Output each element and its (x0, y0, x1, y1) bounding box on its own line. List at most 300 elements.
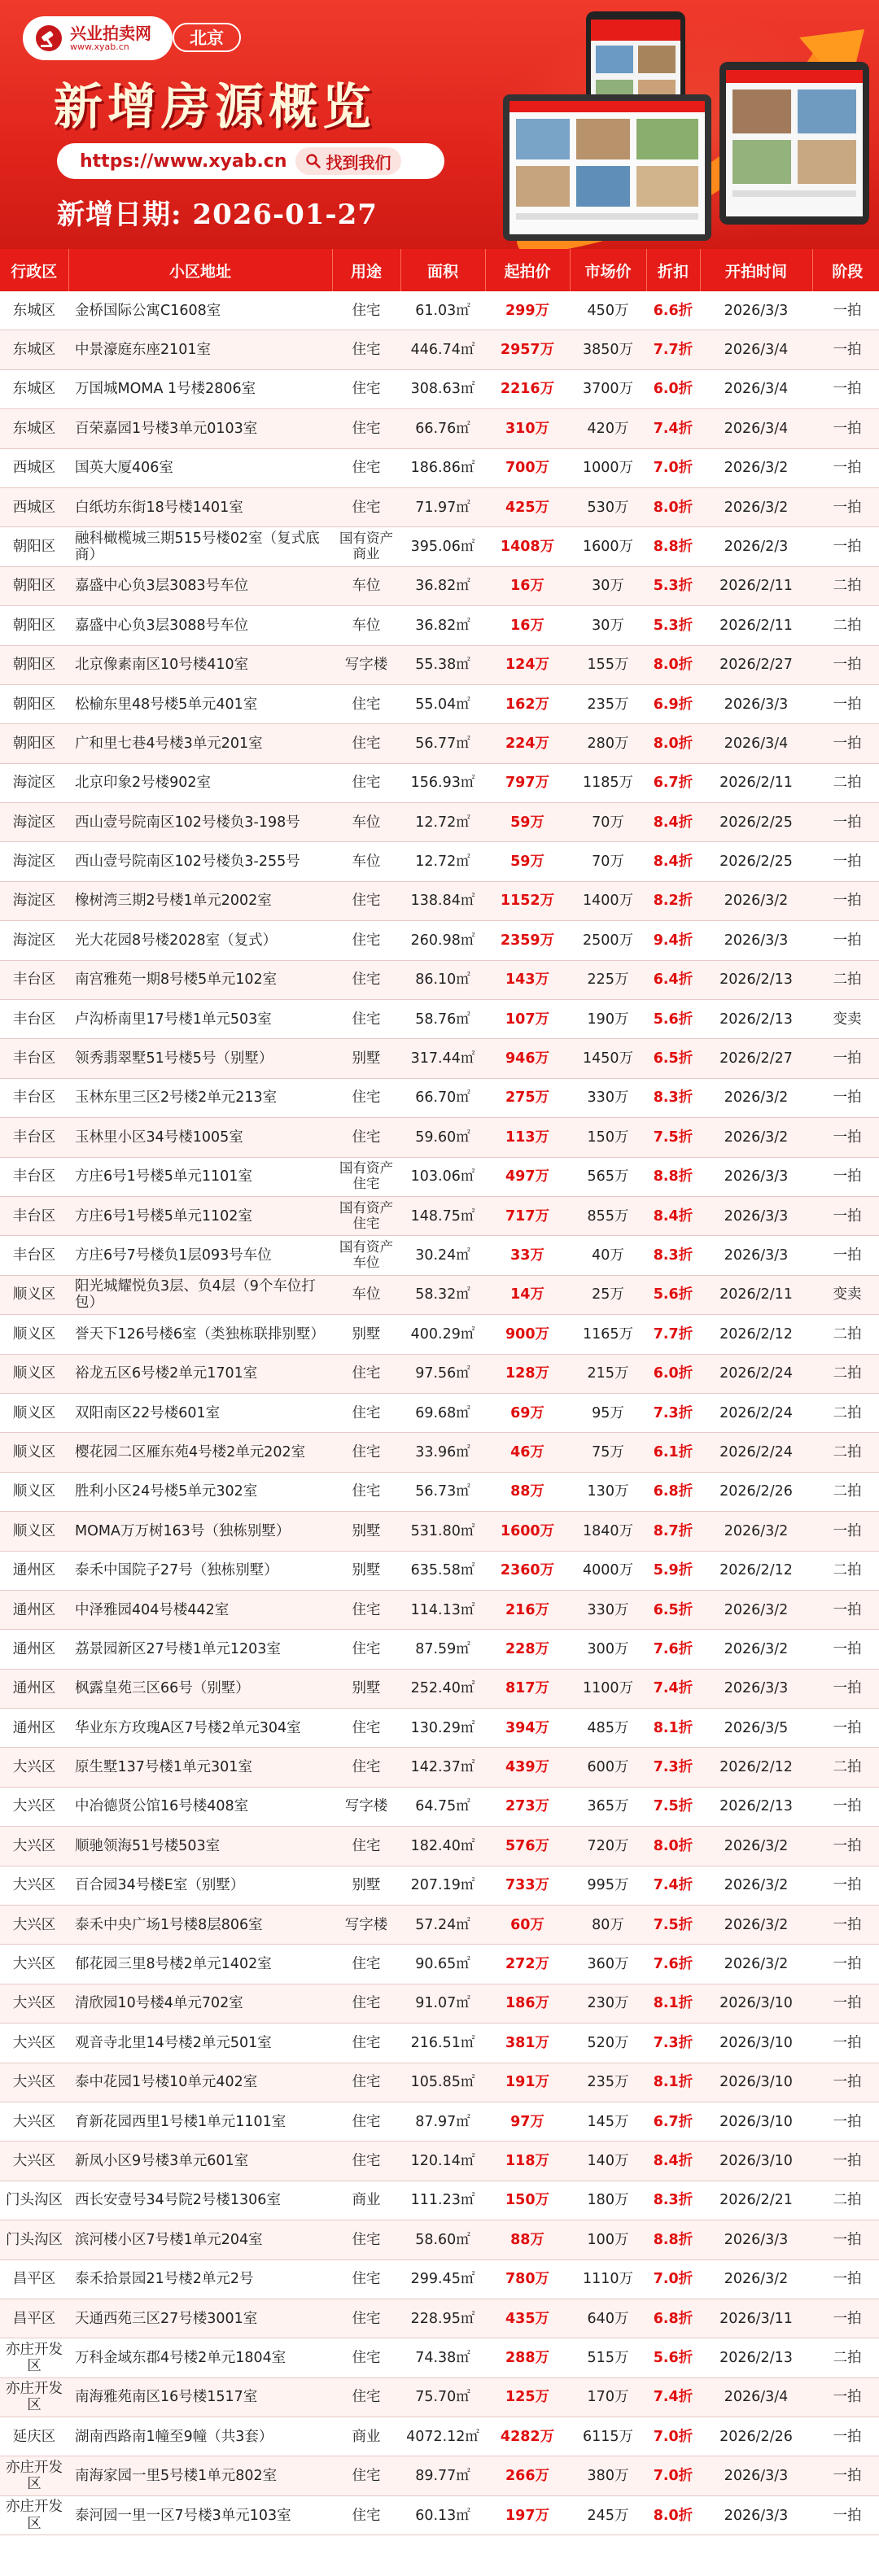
table-row[interactable] (0, 1039, 879, 1078)
table-row[interactable] (0, 1787, 879, 1826)
cell-start-time: 2026/2/12 (700, 1551, 812, 1590)
cell-area: 138.84㎡ (400, 881, 485, 920)
cell-district: 通州区 (0, 1630, 68, 1669)
table-row[interactable] (0, 369, 879, 408)
cell-usage: 住宅 (332, 1827, 400, 1866)
cell-market-price: 25万 (570, 1275, 646, 1314)
cell-discount: 7.3折 (646, 1393, 700, 1432)
table-row[interactable] (0, 1236, 879, 1275)
cell-stage: 一拍 (812, 684, 879, 723)
cell-start-price: 107万 (485, 1000, 570, 1039)
logo-gavel-icon (33, 22, 65, 55)
table-row[interactable] (0, 921, 879, 960)
cell-start-price: 700万 (485, 448, 570, 487)
cell-address: 方庄6号7号楼负1层093号车位 (68, 1236, 332, 1275)
cell-market-price: 1840万 (570, 1512, 646, 1551)
cell-usage: 别墅 (332, 1669, 400, 1708)
cell-discount: 7.4折 (646, 409, 700, 448)
cell-discount: 6.5折 (646, 1039, 700, 1078)
cell-area: 142.37㎡ (400, 1748, 485, 1787)
cell-district: 大兴区 (0, 2142, 68, 2181)
cell-usage: 住宅 (332, 2299, 400, 2338)
table-row[interactable] (0, 1512, 879, 1551)
cell-start-time: 2026/2/21 (700, 2181, 812, 2220)
table-row[interactable] (0, 1748, 879, 1787)
table-row[interactable] (0, 2024, 879, 2063)
cell-area: 207.19㎡ (400, 1866, 485, 1905)
table-row[interactable] (0, 2417, 879, 2456)
header-discount[interactable]: 折扣 (646, 249, 700, 291)
cell-discount: 8.1折 (646, 1984, 700, 2023)
table-row[interactable] (0, 2299, 879, 2338)
table-row[interactable] (0, 1275, 879, 1314)
cell-discount: 7.7折 (646, 1315, 700, 1354)
cell-area: 252.40㎡ (400, 1669, 485, 1708)
cell-stage: 一拍 (812, 448, 879, 487)
cell-start-price: 299万 (485, 291, 570, 330)
cell-discount: 8.8折 (646, 2220, 700, 2259)
cell-usage: 别墅 (332, 1866, 400, 1905)
cell-address: 观音寺北里14号楼2单元501室 (68, 2024, 332, 2063)
table-row[interactable] (0, 645, 879, 684)
cell-discount: 7.3折 (646, 2024, 700, 2063)
table-row[interactable] (0, 1945, 879, 1984)
cell-district: 亦庄开发区 (0, 2495, 68, 2535)
cell-market-price: 565万 (570, 1157, 646, 1196)
cell-market-price: 3700万 (570, 369, 646, 408)
cell-area: 97.56㎡ (400, 1354, 485, 1393)
cell-discount: 5.9折 (646, 1551, 700, 1590)
table-row[interactable] (0, 1669, 879, 1708)
cell-stage: 一拍 (812, 921, 879, 960)
table-row[interactable] (0, 1157, 879, 1196)
cell-start-price: 88万 (485, 2220, 570, 2259)
table-row[interactable] (0, 684, 879, 723)
cell-market-price: 6115万 (570, 2417, 646, 2456)
table-row[interactable] (0, 1000, 879, 1039)
table-row[interactable] (0, 2063, 879, 2102)
cell-area: 55.04㎡ (400, 684, 485, 723)
cell-market-price: 190万 (570, 1000, 646, 1039)
cell-stage: 二拍 (812, 763, 879, 802)
cell-start-price: 162万 (485, 684, 570, 723)
cell-start-price: 275万 (485, 1078, 570, 1117)
cell-address: 原生墅137号楼1单元301室 (68, 1748, 332, 1787)
cell-area: 58.32㎡ (400, 1275, 485, 1314)
cell-area: 56.73㎡ (400, 1472, 485, 1511)
cell-market-price: 30万 (570, 606, 646, 645)
cell-district: 西城区 (0, 487, 68, 526)
cell-start-time: 2026/2/11 (700, 763, 812, 802)
cell-address: 橡树湾三期2号楼1单元2002室 (68, 881, 332, 920)
cell-market-price: 360万 (570, 1945, 646, 1984)
cell-usage: 住宅 (332, 409, 400, 448)
website-url[interactable]: https://www.xyab.cn (80, 151, 287, 172)
table-row[interactable] (0, 1354, 879, 1393)
cell-start-time: 2026/2/3 (700, 527, 812, 566)
cell-discount: 7.3折 (646, 1748, 700, 1787)
cell-district: 顺义区 (0, 1393, 68, 1432)
cell-district: 通州区 (0, 1551, 68, 1590)
cell-stage: 二拍 (812, 1433, 879, 1472)
table-row[interactable] (0, 2338, 879, 2377)
cell-market-price: 1110万 (570, 2259, 646, 2299)
table-row[interactable] (0, 1551, 879, 1590)
cell-stage: 一拍 (812, 487, 879, 526)
cell-address: 北京像素南区10号楼410室 (68, 645, 332, 684)
table-row[interactable] (0, 1393, 879, 1432)
cell-stage: 一拍 (812, 330, 879, 369)
cell-start-price: 150万 (485, 2181, 570, 2220)
cell-area: 400.29㎡ (400, 1315, 485, 1354)
cell-area: 64.75㎡ (400, 1787, 485, 1826)
cell-discount: 5.6折 (646, 1000, 700, 1039)
cell-usage: 写字楼 (332, 645, 400, 684)
cell-market-price: 485万 (570, 1709, 646, 1748)
cell-discount: 7.5折 (646, 1118, 700, 1157)
cell-start-time: 2026/3/10 (700, 2142, 812, 2181)
header-address[interactable]: 小区地址 (68, 249, 332, 291)
cell-start-time: 2026/2/12 (700, 1315, 812, 1354)
table-row[interactable] (0, 330, 879, 369)
table-row[interactable] (0, 566, 879, 605)
header-usage[interactable]: 用途 (332, 249, 400, 291)
cell-area: 317.44㎡ (400, 1039, 485, 1078)
cell-usage: 住宅 (332, 1393, 400, 1432)
cell-stage: 一拍 (812, 527, 879, 566)
cell-area: 66.70㎡ (400, 1078, 485, 1117)
header-start-time[interactable]: 开拍时间 (700, 249, 812, 291)
cell-stage: 二拍 (812, 1354, 879, 1393)
cell-discount: 8.4折 (646, 803, 700, 842)
cell-stage: 一拍 (812, 1196, 879, 1235)
cell-discount: 5.6折 (646, 1275, 700, 1314)
cell-area: 182.40㎡ (400, 1827, 485, 1866)
table-row[interactable] (0, 1827, 879, 1866)
cell-area: 58.76㎡ (400, 1000, 485, 1039)
cell-district: 丰台区 (0, 1196, 68, 1235)
cell-district: 顺义区 (0, 1354, 68, 1393)
header-area[interactable]: 面积 (400, 249, 485, 291)
cell-district: 大兴区 (0, 1827, 68, 1866)
cell-start-time: 2026/2/13 (700, 960, 812, 999)
cell-address: 顺驰领海51号楼503室 (68, 1827, 332, 1866)
cell-address: 嘉盛中心负3层3088号车位 (68, 606, 332, 645)
table-row[interactable] (0, 606, 879, 645)
cell-start-price: 88万 (485, 1472, 570, 1511)
header-start-price[interactable]: 起拍价 (485, 249, 570, 291)
table-row[interactable] (0, 1196, 879, 1235)
table-row[interactable] (0, 1709, 879, 1748)
cell-stage: 一拍 (812, 1118, 879, 1157)
table-row[interactable] (0, 1590, 879, 1629)
cell-start-time: 2026/3/2 (700, 1590, 812, 1629)
cell-area: 86.10㎡ (400, 960, 485, 999)
cell-start-time: 2026/3/2 (700, 448, 812, 487)
table-row[interactable] (0, 448, 879, 487)
cell-stage: 一拍 (812, 291, 879, 330)
cell-district: 朝阳区 (0, 724, 68, 763)
cell-start-price: 1408万 (485, 527, 570, 566)
cell-area: 446.74㎡ (400, 330, 485, 369)
header-district[interactable]: 行政区 (0, 249, 68, 291)
cell-district: 昌平区 (0, 2259, 68, 2299)
cell-start-price: 900万 (485, 1315, 570, 1354)
cell-usage: 住宅 (332, 2338, 400, 2377)
cell-area: 89.77㎡ (400, 2456, 485, 2495)
cell-discount: 8.4折 (646, 1196, 700, 1235)
table-row[interactable] (0, 842, 879, 881)
table-row[interactable] (0, 487, 879, 526)
cell-start-price: 186万 (485, 1984, 570, 2023)
cell-district: 大兴区 (0, 1866, 68, 1905)
cell-address: 光大花园8号楼2028室（复式） (68, 921, 332, 960)
cell-start-time: 2026/3/2 (700, 1630, 812, 1669)
cell-start-time: 2026/2/11 (700, 606, 812, 645)
cell-discount: 6.8折 (646, 2299, 700, 2338)
cell-usage: 写字楼 (332, 1787, 400, 1826)
cell-start-price: 946万 (485, 1039, 570, 1078)
cell-address: 西山壹号院南区102号楼负3-255号 (68, 842, 332, 881)
cell-market-price: 70万 (570, 842, 646, 881)
cell-district: 丰台区 (0, 960, 68, 999)
table-row[interactable] (0, 2259, 879, 2299)
cell-market-price: 2500万 (570, 921, 646, 960)
cell-area: 216.51㎡ (400, 2024, 485, 2063)
table-row[interactable] (0, 2377, 879, 2417)
cell-area: 30.24㎡ (400, 1236, 485, 1275)
cell-market-price: 1400万 (570, 881, 646, 920)
cell-market-price: 530万 (570, 487, 646, 526)
cell-start-time: 2026/3/2 (700, 1512, 812, 1551)
table-row[interactable] (0, 763, 879, 802)
table-row[interactable] (0, 1118, 879, 1157)
cell-stage: 一拍 (812, 842, 879, 881)
cell-market-price: 1450万 (570, 1039, 646, 1078)
cell-discount: 8.7折 (646, 1512, 700, 1551)
table-row[interactable] (0, 1906, 879, 1945)
cell-discount: 7.5折 (646, 1787, 700, 1826)
cell-start-price: 14万 (485, 1275, 570, 1314)
table-row[interactable] (0, 960, 879, 999)
cell-market-price: 75万 (570, 1433, 646, 1472)
cell-address: 松榆东里48号楼5单元401室 (68, 684, 332, 723)
cell-discount: 6.7折 (646, 763, 700, 802)
cell-start-time: 2026/3/11 (700, 2299, 812, 2338)
cell-area: 33.96㎡ (400, 1433, 485, 1472)
cell-area: 260.98㎡ (400, 921, 485, 960)
cell-district: 顺义区 (0, 1275, 68, 1314)
cell-usage: 住宅 (332, 330, 400, 369)
cell-market-price: 235万 (570, 2063, 646, 2102)
cell-area: 58.60㎡ (400, 2220, 485, 2259)
cell-market-price: 30万 (570, 566, 646, 605)
table-row[interactable] (0, 1984, 879, 2023)
table-row[interactable] (0, 1472, 879, 1511)
cell-usage: 住宅 (332, 2495, 400, 2535)
table-row[interactable] (0, 2142, 879, 2181)
cell-area: 75.70㎡ (400, 2377, 485, 2417)
cell-usage: 国有资产车位 (332, 1236, 400, 1275)
cell-area: 308.63㎡ (400, 369, 485, 408)
cell-usage: 写字楼 (332, 1906, 400, 1945)
table-row[interactable] (0, 881, 879, 920)
cell-address: 中景濠庭东座2101室 (68, 330, 332, 369)
cell-area: 61.03㎡ (400, 291, 485, 330)
cell-stage: 一拍 (812, 2456, 879, 2495)
cell-start-time: 2026/3/4 (700, 330, 812, 369)
cell-usage: 国有资产住宅 (332, 1196, 400, 1235)
cell-start-price: 576万 (485, 1827, 570, 1866)
table-row[interactable] (0, 1078, 879, 1117)
cell-district: 丰台区 (0, 1078, 68, 1117)
page-title: 新增房源概览 (54, 79, 376, 136)
table-row[interactable] (0, 1866, 879, 1905)
cell-usage: 车位 (332, 842, 400, 881)
table-row[interactable] (0, 1630, 879, 1669)
cell-start-price: 497万 (485, 1157, 570, 1196)
cell-start-price: 2957万 (485, 330, 570, 369)
cell-discount: 8.0折 (646, 2495, 700, 2535)
cell-discount: 7.4折 (646, 2377, 700, 2417)
brand-logo[interactable] (23, 16, 173, 60)
cell-start-time: 2026/2/13 (700, 1000, 812, 1039)
cell-stage: 一拍 (812, 645, 879, 684)
brand-name: 兴业拍卖网 (70, 23, 151, 43)
cell-district: 东城区 (0, 409, 68, 448)
cell-area: 60.13㎡ (400, 2495, 485, 2535)
cell-area: 186.86㎡ (400, 448, 485, 487)
cell-stage: 一拍 (812, 2259, 879, 2299)
cell-start-price: 817万 (485, 1669, 570, 1708)
table-row[interactable] (0, 1433, 879, 1472)
cell-stage: 一拍 (812, 1906, 879, 1945)
table-row[interactable] (0, 803, 879, 842)
cell-start-price: 780万 (485, 2259, 570, 2299)
table-row[interactable] (0, 291, 879, 330)
header-stage[interactable]: 阶段 (812, 249, 879, 291)
cell-stage: 一拍 (812, 1669, 879, 1708)
cell-address: 南海家园一里5号楼1单元802室 (68, 2456, 332, 2495)
city-tag[interactable]: 北京 (173, 23, 241, 52)
cell-start-price: 288万 (485, 2338, 570, 2377)
table-row[interactable] (0, 2181, 879, 2220)
cell-start-time: 2026/3/2 (700, 1827, 812, 1866)
cell-start-price: 59万 (485, 803, 570, 842)
cell-area: 111.23㎡ (400, 2181, 485, 2220)
cell-market-price: 100万 (570, 2220, 646, 2259)
cell-start-time: 2026/3/2 (700, 1118, 812, 1157)
cell-market-price: 1100万 (570, 1669, 646, 1708)
table-row[interactable] (0, 1315, 879, 1354)
cell-start-time: 2026/3/3 (700, 2220, 812, 2259)
cell-stage: 一拍 (812, 803, 879, 842)
table-row[interactable] (0, 2495, 879, 2535)
cell-discount: 6.4折 (646, 960, 700, 999)
cell-stage: 二拍 (812, 1315, 879, 1354)
cell-start-time: 2026/3/3 (700, 2495, 812, 2535)
cell-district: 朝阳区 (0, 566, 68, 605)
table-row[interactable] (0, 527, 879, 566)
table-row[interactable] (0, 2220, 879, 2259)
cell-address: 玉林东里三区2号楼2单元213室 (68, 1078, 332, 1117)
cell-address: 嘉盛中心负3层3083号车位 (68, 566, 332, 605)
find-us-button[interactable] (295, 147, 401, 175)
cell-start-price: 128万 (485, 1354, 570, 1393)
cell-district: 西城区 (0, 448, 68, 487)
cell-area: 635.58㎡ (400, 1551, 485, 1590)
cell-stage: 一拍 (812, 1236, 879, 1275)
cell-market-price: 170万 (570, 2377, 646, 2417)
cell-start-time: 2026/2/25 (700, 842, 812, 881)
website-bar[interactable] (57, 143, 444, 179)
cell-district: 朝阳区 (0, 684, 68, 723)
cell-discount: 7.5折 (646, 1906, 700, 1945)
cell-address: 新凤小区9号楼3单元601室 (68, 2142, 332, 2181)
cell-address: 西山壹号院南区102号楼负3-198号 (68, 803, 332, 842)
cell-usage: 住宅 (332, 1590, 400, 1629)
cell-stage: 变卖 (812, 1275, 879, 1314)
cell-start-price: 191万 (485, 2063, 570, 2102)
cell-start-price: 46万 (485, 1433, 570, 1472)
table-row[interactable] (0, 724, 879, 763)
cell-start-time: 2026/3/3 (700, 1157, 812, 1196)
cell-district: 海淀区 (0, 763, 68, 802)
cell-discount: 8.0折 (646, 724, 700, 763)
cell-area: 228.95㎡ (400, 2299, 485, 2338)
cell-usage: 住宅 (332, 487, 400, 526)
cell-stage: 一拍 (812, 1827, 879, 1866)
cell-stage: 一拍 (812, 2063, 879, 2102)
cell-start-price: 2359万 (485, 921, 570, 960)
cell-usage: 住宅 (332, 1433, 400, 1472)
cell-market-price: 995万 (570, 1866, 646, 1905)
cell-district: 大兴区 (0, 2102, 68, 2141)
cell-stage: 一拍 (812, 1709, 879, 1748)
cell-district: 东城区 (0, 330, 68, 369)
cell-start-price: 97万 (485, 2102, 570, 2141)
cell-market-price: 150万 (570, 1118, 646, 1157)
cell-start-time: 2026/3/2 (700, 881, 812, 920)
cell-discount: 6.8折 (646, 1472, 700, 1511)
cell-address: 南宫雅苑一期8号楼5单元102室 (68, 960, 332, 999)
table-row[interactable] (0, 2456, 879, 2495)
cell-market-price: 180万 (570, 2181, 646, 2220)
cell-start-price: 733万 (485, 1866, 570, 1905)
cell-stage: 一拍 (812, 2377, 879, 2417)
cell-discount: 6.0折 (646, 369, 700, 408)
cell-district: 大兴区 (0, 1945, 68, 1984)
cell-district: 丰台区 (0, 1118, 68, 1157)
cell-discount: 6.6折 (646, 291, 700, 330)
cell-address: 泰禾中国院子27号（独栋别墅） (68, 1551, 332, 1590)
table-row[interactable] (0, 2102, 879, 2141)
cell-stage: 一拍 (812, 409, 879, 448)
cell-discount: 6.0折 (646, 1354, 700, 1393)
cell-market-price: 280万 (570, 724, 646, 763)
cell-address: 胜利小区24号楼5单元302室 (68, 1472, 332, 1511)
cell-area: 56.77㎡ (400, 724, 485, 763)
cell-market-price: 155万 (570, 645, 646, 684)
new-date-label: 新增日期: (57, 199, 182, 231)
cell-district: 丰台区 (0, 1157, 68, 1196)
table-row[interactable] (0, 409, 879, 448)
cell-stage: 一拍 (812, 2495, 879, 2535)
header-market-price[interactable]: 市场价 (570, 249, 646, 291)
cell-usage: 车位 (332, 566, 400, 605)
cell-address: 领秀翡翠墅51号楼5号（别墅） (68, 1039, 332, 1078)
cell-start-time: 2026/2/13 (700, 2338, 812, 2377)
